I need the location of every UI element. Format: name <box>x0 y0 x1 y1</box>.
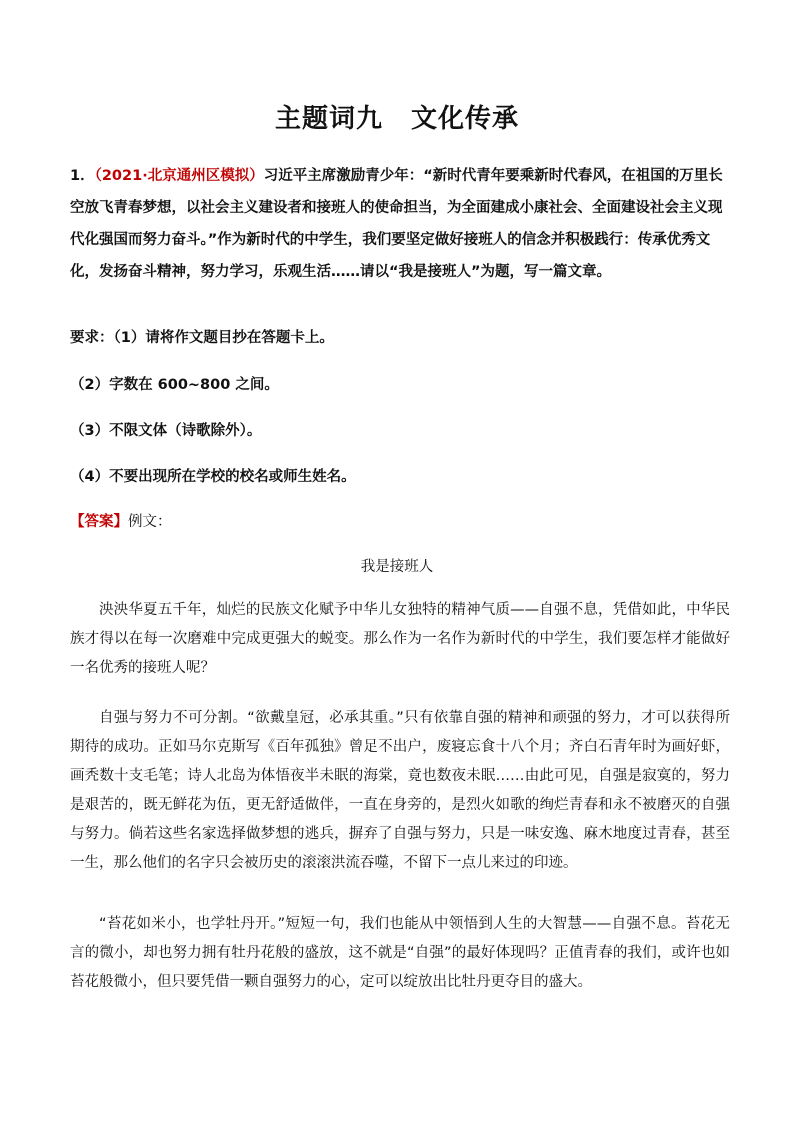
essay-title: 我是接班人 <box>360 559 434 575</box>
question-block <box>70 160 730 288</box>
question-number: 1． <box>70 168 95 184</box>
title-part-1: 主题词九 <box>274 104 383 134</box>
title-part-2: 文化传承 <box>411 104 520 134</box>
answer-row <box>70 510 172 531</box>
question-text: 习近平主席激励青少年：“新时代青年要乘新时代春风，在祖国的万里长空放飞青春梦想，以社会主义建设者和接班人的使命担当，为全面建成小康社会、全面建设社会主义现代化强国而努力奋斗。”作为新时代的中学生，我们要坚定做好接班人的信念并积极践行：传承优秀文化，发扬奋斗精神，努力学习，乐观生活……请以“我是接班人”为题，写一篇文章。 <box>70 168 723 280</box>
requirement-3: （3）不限文体（诗歌除外）。 <box>70 423 262 439</box>
essay-paragraph-3: “苔花如米小，也学牡丹开。”短短一句，我们也能从中领悟到人生的大智慧——自强不息。苔花无言的微小，却也努力拥有牡丹花般的盛放，这不就是“自强”的最好体现吗？正值青春的我们，或许也如苔花般微小，但只要凭借一颗自强努力的心，定可以绽放出比牡丹更夺目的盛大。 <box>70 916 730 990</box>
question-source: （2021·北京通州区模拟） <box>94 168 264 184</box>
essay-paragraph-2: 自强与努力不可分割。“欲戴皇冠，必承其重。”只有依靠自强的精神和顽强的努力，才可以获得所期待的成功。正如马尔克斯写《百年孤独》曾足不出户，废寝忘食十八个月；齐白石青年时为画好虾，画秃数十支毛笔；诗人北岛为体悟夜半未眠的海棠，竟也数夜未眠……由此可见，自强是寂寞的，努力是艰苦的，既无鲜花为伍，更无舒适做伴，一直在身旁的，是烈火如歌的绚烂青春和永不被磨灭的自强与努力。倘若这些名家选择做梦想的逃兵，摒弃了自强与努力，只是一味安逸、麻木地度过青春，甚至一生，那么他们的名字只会被历史的滚滚洪流吞噬，不留下一点儿来过的印迹。 <box>70 710 730 871</box>
page-title <box>0 98 794 135</box>
requirement-2: （2）字数在 600~800 之间。 <box>70 377 279 393</box>
requirement-4: （4）不要出现所在学校的校名或师生姓名。 <box>70 469 356 485</box>
answer-label: 例文： <box>128 514 172 530</box>
essay-paragraph-1: 泱泱华夏五千年，灿烂的民族文化赋予中华儿女独特的精神气质——自强不息，凭借如此，中华民族才得以在每一次磨难中完成更强大的蜕变。那么作为一名作为新时代的中学生，我们要怎样才能做好一名优秀的接班人呢？ <box>70 602 730 676</box>
answer-tag: 【答案】 <box>70 514 128 530</box>
requirement-1: 要求：（1）请将作文题目抄在答题卡上。 <box>70 330 334 346</box>
